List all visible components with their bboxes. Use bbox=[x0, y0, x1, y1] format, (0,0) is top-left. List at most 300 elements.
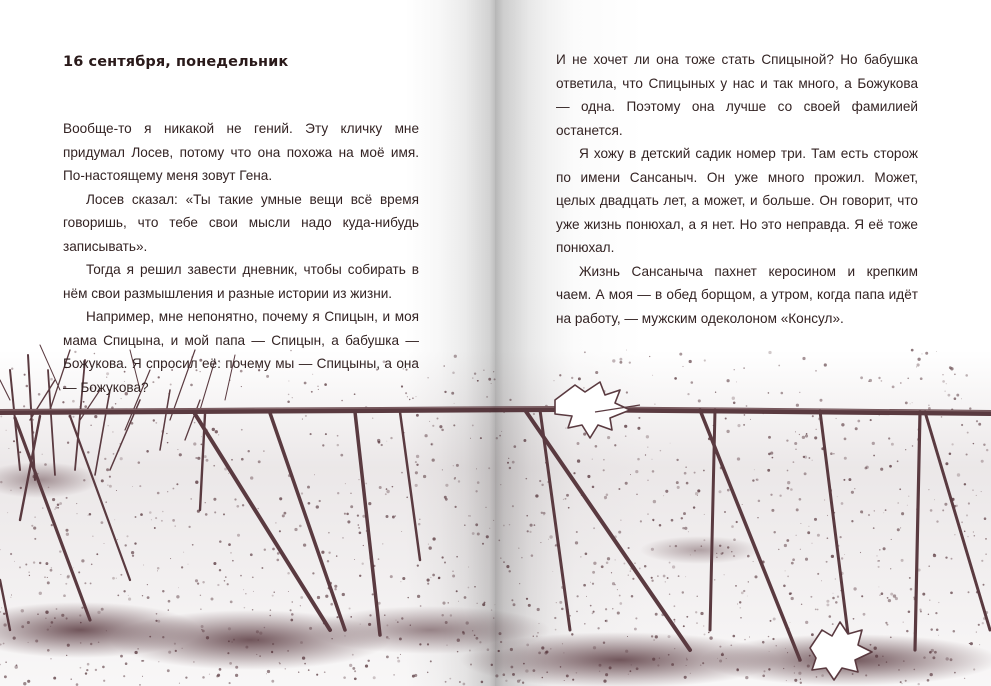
snow-speckle bbox=[47, 581, 50, 584]
snow-speckle bbox=[172, 519, 175, 522]
snow-speckle bbox=[464, 596, 467, 599]
snow-speckle bbox=[1, 607, 2, 608]
snow-speckle bbox=[112, 431, 113, 432]
snow-speckle bbox=[202, 676, 205, 679]
snow-speckle bbox=[693, 506, 695, 508]
snow-speckle bbox=[743, 590, 745, 592]
snow-speckle bbox=[629, 361, 631, 363]
snow-speckle bbox=[453, 465, 454, 466]
snow-speckle bbox=[170, 558, 171, 559]
snow-speckle bbox=[565, 427, 566, 428]
snow-speckle bbox=[768, 351, 771, 354]
snow-speckle bbox=[202, 581, 204, 583]
snow-speckle bbox=[250, 476, 253, 479]
snow-speckle bbox=[770, 452, 773, 455]
snow-speckle bbox=[883, 512, 884, 513]
snow-speckle bbox=[26, 385, 29, 388]
snow-speckle bbox=[90, 425, 91, 426]
snow-speckle bbox=[107, 484, 109, 486]
snow-speckle bbox=[23, 405, 25, 407]
snow-speckle bbox=[76, 513, 77, 514]
snow-speckle bbox=[209, 674, 210, 675]
snow-speckle bbox=[854, 488, 855, 489]
snow-speckle bbox=[737, 457, 740, 460]
snow-speckle bbox=[279, 497, 282, 500]
snow-speckle bbox=[449, 678, 451, 680]
snow-speckle bbox=[418, 523, 421, 526]
snow-speckle bbox=[986, 449, 988, 451]
snow-speckle bbox=[482, 543, 484, 545]
snow-speckle bbox=[802, 357, 805, 360]
snow-speckle bbox=[695, 492, 698, 495]
snow-speckle bbox=[486, 535, 489, 538]
snow-speckle bbox=[482, 603, 485, 606]
snow-speckle bbox=[676, 481, 679, 484]
snow-speckle bbox=[243, 589, 244, 590]
snow-speckle bbox=[489, 528, 490, 529]
snow-speckle bbox=[386, 488, 388, 490]
snow-speckle bbox=[632, 578, 634, 580]
snow-speckle bbox=[266, 673, 267, 674]
snow-speckle bbox=[307, 486, 310, 489]
snow-speckle bbox=[637, 427, 640, 430]
snow-speckle bbox=[427, 672, 428, 673]
snow-speckle bbox=[116, 578, 117, 579]
snow-speckle bbox=[949, 452, 952, 455]
snow-speckle bbox=[566, 494, 569, 497]
snow-speckle bbox=[985, 538, 987, 540]
snow-speckle bbox=[637, 458, 640, 461]
snow-speckle bbox=[954, 534, 955, 535]
snow-speckle bbox=[521, 557, 523, 559]
snow-speckle bbox=[499, 435, 501, 437]
snow-speckle bbox=[636, 494, 637, 495]
snow-speckle bbox=[799, 498, 802, 501]
snow-speckle bbox=[685, 576, 686, 577]
snow-speckle bbox=[752, 479, 754, 481]
snow-speckle bbox=[593, 611, 595, 613]
snow-speckle bbox=[925, 352, 928, 355]
snow-speckle bbox=[877, 560, 878, 561]
snow-speckle bbox=[787, 576, 789, 578]
snow-speckle bbox=[948, 394, 951, 397]
snow-speckle bbox=[372, 593, 374, 595]
snow-speckle bbox=[488, 378, 491, 381]
snow-speckle bbox=[897, 502, 899, 504]
snow-speckle bbox=[956, 394, 959, 397]
snow-speckle bbox=[458, 601, 459, 602]
snow-speckle bbox=[771, 509, 774, 512]
snow-speckle bbox=[359, 575, 361, 577]
snow-speckle bbox=[179, 453, 182, 456]
snow-speckle bbox=[592, 583, 594, 585]
paragraph: И не хочет ли она тоже стать Спицыной? Но бабушка ответила, что Спицыных у нас и так много, а Божукова — одна. Поэтому она лучше со своей фамилией останется. bbox=[556, 52, 918, 138]
snow-speckle bbox=[500, 484, 501, 485]
snow-speckle bbox=[312, 572, 314, 574]
snow-speckle bbox=[954, 374, 956, 376]
snow-speckle bbox=[11, 368, 13, 370]
snow-speckle bbox=[284, 512, 287, 515]
snow-speckle bbox=[743, 424, 745, 426]
snow-speckle bbox=[19, 451, 21, 453]
snow-speckle bbox=[603, 459, 605, 461]
snow-speckle bbox=[475, 523, 478, 526]
snow-speckle bbox=[945, 462, 948, 465]
snow-speckle bbox=[526, 515, 528, 517]
snow-speckle bbox=[851, 520, 853, 522]
snow-speckle bbox=[308, 502, 311, 505]
snow-speckle bbox=[241, 458, 244, 461]
snow-speckle bbox=[726, 430, 729, 433]
snow-speckle bbox=[704, 359, 706, 361]
snow-speckle bbox=[935, 612, 937, 614]
snow-speckle bbox=[663, 495, 664, 496]
snow-speckle bbox=[317, 596, 320, 599]
snow-speckle bbox=[938, 635, 939, 636]
snow-speckle bbox=[768, 436, 771, 439]
snow-speckle bbox=[624, 425, 627, 428]
snow-speckle bbox=[25, 564, 27, 566]
snow-speckle bbox=[472, 424, 474, 426]
snow-speckle bbox=[981, 491, 982, 492]
snow-speckle bbox=[928, 614, 929, 615]
snow-speckle bbox=[168, 600, 171, 603]
snow-speckle bbox=[982, 622, 984, 624]
snow-speckle bbox=[826, 603, 829, 606]
snow-speckle bbox=[821, 580, 822, 581]
snow-speckle bbox=[652, 470, 655, 473]
snow-speckle bbox=[496, 437, 498, 439]
snow-speckle bbox=[195, 457, 197, 459]
snow-speckle bbox=[535, 494, 538, 497]
snow-speckle bbox=[912, 402, 913, 403]
snow-speckle bbox=[976, 420, 978, 422]
snow-speckle bbox=[944, 391, 945, 392]
snow-speckle bbox=[245, 593, 246, 594]
snow-speckle bbox=[429, 546, 432, 549]
snow-speckle bbox=[851, 491, 854, 494]
snow-speckle bbox=[352, 667, 355, 670]
snow-speckle bbox=[674, 605, 676, 607]
snow-speckle bbox=[743, 367, 745, 369]
snow-speckle bbox=[767, 469, 770, 472]
snow-speckle bbox=[299, 525, 302, 528]
snow-speckle bbox=[113, 453, 115, 455]
snow-speckle bbox=[770, 620, 772, 622]
snow-speckle bbox=[185, 676, 187, 678]
snow-speckle bbox=[961, 521, 963, 523]
snow-speckle bbox=[732, 397, 735, 400]
snow-speckle bbox=[427, 377, 428, 378]
snow-speckle bbox=[508, 458, 509, 459]
snow-speckle bbox=[703, 626, 704, 627]
snow-speckle bbox=[704, 633, 706, 635]
snow-speckle bbox=[976, 632, 977, 633]
snow-speckle bbox=[617, 611, 620, 614]
snow-speckle bbox=[809, 457, 811, 459]
snow-speckle bbox=[605, 620, 607, 622]
snow-speckle bbox=[770, 494, 772, 496]
snow-speckle bbox=[900, 382, 902, 384]
snow-speckle bbox=[523, 439, 526, 442]
snow-speckle bbox=[29, 575, 30, 576]
snow-speckle bbox=[804, 472, 807, 475]
snow-speckle bbox=[808, 526, 809, 527]
snow-speckle bbox=[672, 565, 675, 568]
snow-speckle bbox=[929, 600, 930, 601]
snow-speckle bbox=[786, 439, 788, 441]
snow-speckle bbox=[135, 516, 137, 518]
snow-speckle bbox=[80, 667, 82, 669]
snow-speckle bbox=[868, 514, 870, 516]
snow-speckle bbox=[216, 675, 219, 678]
snow-speckle bbox=[651, 577, 653, 579]
snow-speckle bbox=[628, 547, 630, 549]
snow-speckle bbox=[10, 597, 11, 598]
snow-speckle bbox=[39, 592, 42, 595]
snow-speckle bbox=[801, 604, 802, 605]
snow-speckle bbox=[34, 516, 36, 518]
snow-speckle bbox=[862, 513, 863, 514]
snow-speckle bbox=[63, 594, 66, 597]
snow-speckle bbox=[126, 535, 128, 537]
snow-speckle bbox=[147, 596, 150, 599]
snow-speckle bbox=[837, 496, 838, 497]
snow-speckle bbox=[880, 468, 883, 471]
snow-speckle bbox=[87, 663, 90, 666]
snow-speckle bbox=[753, 561, 754, 562]
snow-speckle bbox=[652, 459, 653, 460]
snow-speckle bbox=[494, 378, 496, 380]
snow-speckle bbox=[758, 500, 761, 503]
snow-speckle bbox=[703, 470, 705, 472]
snow-speckle bbox=[213, 498, 216, 501]
snow-speckle bbox=[454, 478, 456, 480]
snow-speckle bbox=[205, 513, 208, 516]
snow-speckle bbox=[583, 584, 586, 587]
snow-speckle bbox=[561, 608, 564, 611]
snow-speckle bbox=[276, 559, 279, 562]
snow-speckle bbox=[179, 683, 180, 684]
snow-speckle bbox=[104, 543, 105, 544]
snow-speckle bbox=[442, 469, 443, 470]
snow-speckle bbox=[344, 513, 346, 515]
snow-speckle bbox=[397, 660, 400, 663]
snow-speckle bbox=[576, 611, 578, 613]
snow-speckle bbox=[167, 442, 169, 444]
snow-speckle bbox=[584, 623, 586, 625]
snow-speckle bbox=[386, 441, 387, 442]
snow-speckle bbox=[400, 581, 401, 582]
snow-speckle bbox=[833, 593, 834, 594]
snow-speckle bbox=[300, 596, 303, 599]
snow-speckle bbox=[526, 478, 528, 480]
snow-speckle bbox=[577, 459, 580, 462]
snow-speckle bbox=[438, 577, 440, 579]
snow-speckle bbox=[905, 449, 906, 450]
snow-speckle bbox=[961, 398, 962, 399]
snow-speckle bbox=[839, 536, 841, 538]
snow-speckle bbox=[453, 424, 455, 426]
paragraph: Тогда я решил завести дневник, чтобы собирать в нём свои размышления и разные истории из жизни. bbox=[63, 262, 419, 301]
snow-speckle bbox=[909, 577, 911, 579]
snow-speckle bbox=[407, 597, 408, 598]
snow-speckle bbox=[734, 369, 735, 370]
snow-speckle bbox=[778, 365, 780, 367]
snow-speckle bbox=[155, 422, 157, 424]
snow-speckle bbox=[787, 481, 790, 484]
snow-speckle bbox=[324, 671, 326, 673]
snow-speckle bbox=[968, 591, 970, 593]
snow-speckle bbox=[303, 543, 306, 546]
snow-speckle bbox=[835, 578, 836, 579]
snow-speckle bbox=[634, 563, 635, 564]
snow-speckle bbox=[907, 505, 908, 506]
snow-speckle bbox=[92, 536, 93, 537]
snow-speckle bbox=[886, 624, 888, 626]
snow-speckle bbox=[120, 457, 123, 460]
snow-speckle bbox=[539, 480, 541, 482]
snow-speckle bbox=[869, 379, 872, 382]
snow-speckle bbox=[509, 467, 511, 469]
snow-speckle bbox=[853, 587, 856, 590]
snow-speckle bbox=[359, 531, 362, 534]
snow-speckle bbox=[673, 619, 675, 621]
snow-speckle bbox=[416, 464, 418, 466]
snow-speckle bbox=[531, 554, 534, 557]
snow-speckle bbox=[445, 484, 448, 487]
snow-speckle bbox=[942, 374, 943, 375]
paragraph: Вообще-то я никакой не гений. Эту кличку мне придумал Лосев, потому что она похожа на моё имя. По-настоящему меня зовут Гена. bbox=[63, 121, 419, 183]
snow-speckle bbox=[908, 611, 911, 614]
snow-speckle bbox=[429, 421, 430, 422]
snow-speckle bbox=[614, 444, 616, 446]
snow-speckle bbox=[51, 567, 52, 568]
snow-speckle bbox=[174, 525, 175, 526]
snow-speckle bbox=[325, 595, 328, 598]
snow-speckle bbox=[509, 524, 510, 525]
snow-speckle bbox=[190, 498, 192, 500]
snow-speckle bbox=[214, 511, 216, 513]
snow-speckle bbox=[386, 655, 389, 658]
snow-speckle bbox=[773, 618, 776, 621]
snow-speckle bbox=[590, 605, 592, 607]
snow-speckle bbox=[612, 608, 613, 609]
snow-speckle bbox=[336, 555, 337, 556]
snow-speckle bbox=[682, 366, 683, 367]
snow-speckle bbox=[105, 501, 107, 503]
snow-speckle bbox=[686, 616, 688, 618]
snow-speckle bbox=[89, 513, 92, 516]
snow-speckle bbox=[50, 378, 53, 381]
snow-speckle bbox=[354, 670, 356, 672]
snow-speckle bbox=[475, 490, 477, 492]
snow-speckle bbox=[559, 601, 562, 604]
snow-speckle bbox=[799, 434, 800, 435]
snow-speckle bbox=[773, 531, 775, 533]
snow-speckle bbox=[401, 472, 403, 474]
snow-speckle bbox=[879, 549, 881, 551]
snow-speckle bbox=[727, 489, 730, 492]
snow-speckle bbox=[910, 588, 913, 591]
snow-speckle bbox=[556, 602, 557, 603]
snow-speckle bbox=[132, 555, 134, 557]
snow-speckle bbox=[585, 553, 588, 556]
snow-speckle bbox=[337, 435, 339, 437]
snow-speckle bbox=[901, 512, 904, 515]
snow-speckle bbox=[282, 514, 285, 517]
snow-speckle bbox=[950, 591, 953, 594]
snow-speckle bbox=[319, 500, 321, 502]
snow-speckle bbox=[829, 615, 832, 618]
snow-speckle bbox=[853, 618, 855, 620]
snow-speckle bbox=[893, 594, 896, 597]
snow-speckle bbox=[59, 502, 62, 505]
snow-speckle bbox=[397, 657, 399, 659]
snow-speckle bbox=[806, 433, 808, 435]
snow-speckle bbox=[167, 669, 170, 672]
snow-speckle bbox=[595, 445, 598, 448]
snow-speckle bbox=[71, 679, 72, 680]
snow-speckle bbox=[979, 644, 980, 645]
snow-speckle bbox=[881, 380, 883, 382]
snow-speckle bbox=[252, 576, 254, 578]
snow-speckle bbox=[861, 595, 863, 597]
snow-speckle bbox=[477, 533, 480, 536]
snow-speckle bbox=[756, 478, 759, 481]
snow-speckle bbox=[695, 611, 697, 613]
snow-speckle bbox=[625, 435, 627, 437]
snow-speckle bbox=[951, 558, 953, 560]
snow-speckle bbox=[638, 417, 640, 419]
snow-speckle bbox=[985, 553, 987, 555]
snow-speckle bbox=[795, 448, 797, 450]
snow-speckle bbox=[368, 502, 371, 505]
snow-speckle bbox=[586, 596, 587, 597]
snow-speckle bbox=[928, 404, 930, 406]
snow-speckle bbox=[619, 361, 622, 364]
snow-speckle bbox=[697, 596, 698, 597]
snow-speckle bbox=[928, 407, 931, 410]
snow-speckle bbox=[604, 496, 607, 499]
snow-speckle bbox=[240, 575, 242, 577]
snow-speckle bbox=[584, 351, 586, 353]
snow-speckle bbox=[945, 556, 947, 558]
snow-speckle bbox=[444, 496, 447, 499]
snow-speckle bbox=[261, 567, 263, 569]
snow-speckle bbox=[700, 612, 703, 615]
snow-speckle bbox=[725, 417, 727, 419]
snow-speckle bbox=[83, 401, 85, 403]
snow-speckle bbox=[477, 481, 480, 484]
snow-speckle bbox=[337, 492, 339, 494]
snow-speckle bbox=[161, 520, 163, 522]
snow-speckle bbox=[349, 607, 351, 609]
snow-speckle bbox=[530, 524, 533, 527]
snow-speckle bbox=[683, 625, 685, 627]
snow-speckle bbox=[96, 553, 98, 555]
snow-speckle bbox=[791, 562, 794, 565]
paragraph: Лосев сказал: «Ты такие умные вещи всё время говоришь, что тебе свои мысли надо куда-нибудь записывать». bbox=[63, 191, 419, 254]
snow-speckle bbox=[873, 527, 875, 529]
snow-speckle bbox=[33, 527, 36, 530]
snow-speckle bbox=[72, 400, 75, 403]
snow-speckle bbox=[386, 515, 389, 518]
snow-speckle bbox=[625, 482, 628, 485]
snow-speckle bbox=[740, 617, 742, 619]
snow-speckle bbox=[505, 680, 507, 682]
snow-speckle bbox=[237, 534, 240, 537]
